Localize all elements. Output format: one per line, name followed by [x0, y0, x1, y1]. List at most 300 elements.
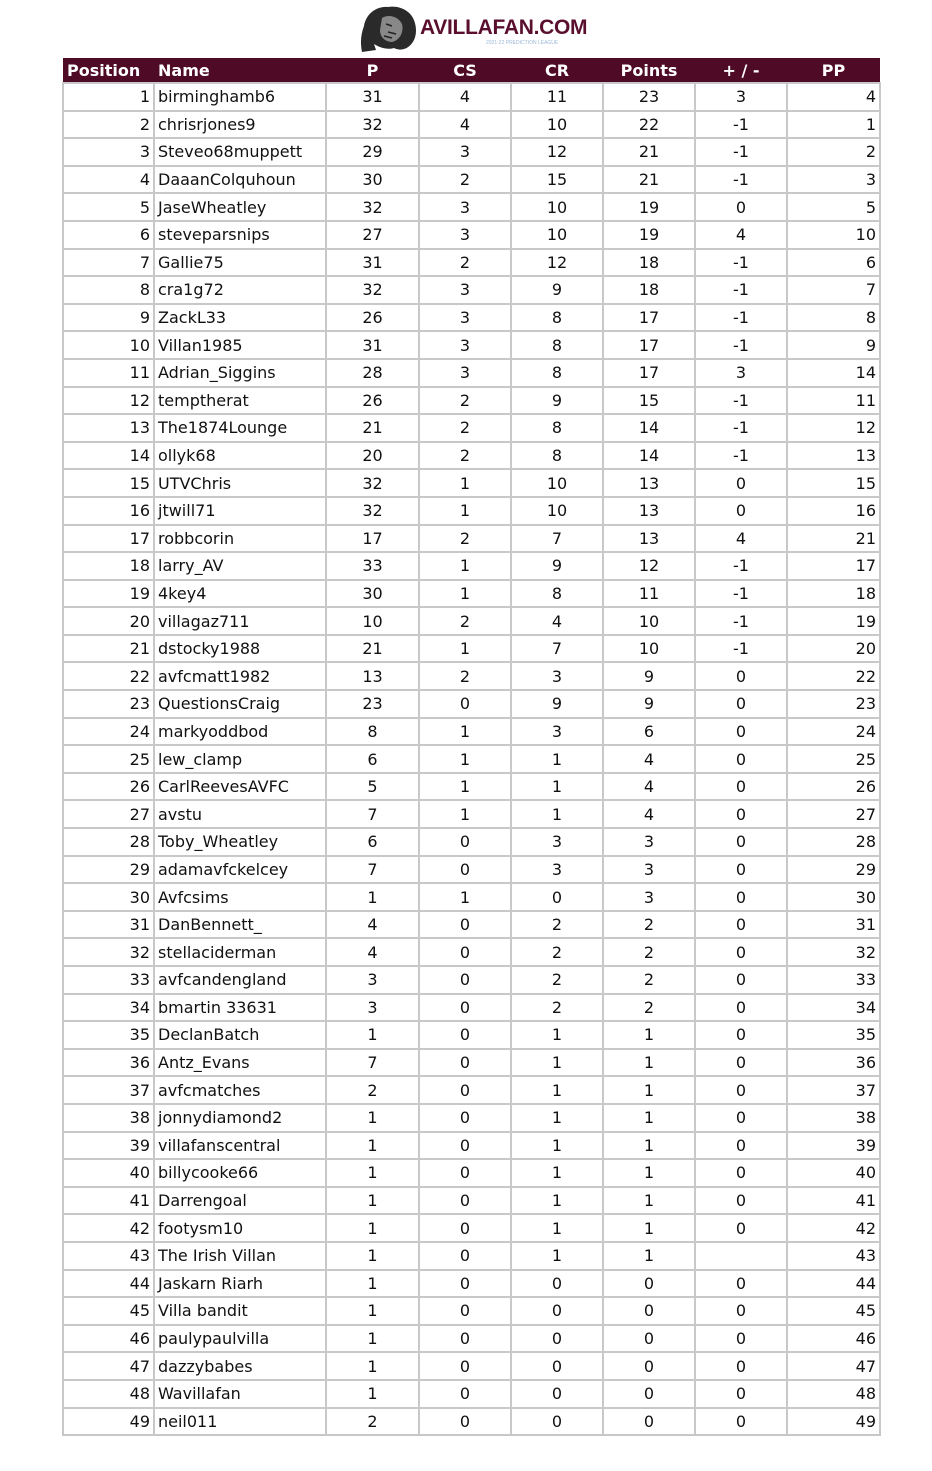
- cell-pp: 44: [787, 1270, 880, 1298]
- table-row: [63, 1132, 880, 1160]
- cell-pp: 37: [787, 1076, 880, 1104]
- cell-plus-minus: -1: [695, 607, 787, 635]
- cell-plus-minus: 3: [695, 83, 787, 111]
- cell-name: avstu: [154, 800, 326, 828]
- cell-p: 32: [326, 193, 419, 221]
- header-p: P: [326, 58, 419, 83]
- cell-cr: 10: [511, 469, 603, 497]
- cell-name: cra1g72: [154, 276, 326, 304]
- cell-name: lew_clamp: [154, 745, 326, 773]
- header-cs: CS: [419, 58, 511, 83]
- cell-cs: 4: [419, 83, 511, 111]
- cell-name: The1874Lounge: [154, 414, 326, 442]
- cell-position: 15: [63, 469, 154, 497]
- cell-name: chrisrjones9: [154, 111, 326, 139]
- cell-pp: 28: [787, 828, 880, 856]
- cell-points: 2: [603, 994, 695, 1022]
- cell-points: 2: [603, 938, 695, 966]
- cell-points: 1: [603, 1049, 695, 1077]
- cell-cs: 1: [419, 800, 511, 828]
- cell-p: 4: [326, 911, 419, 939]
- cell-points: 1: [603, 1021, 695, 1049]
- cell-p: 3: [326, 994, 419, 1022]
- cell-pp: 39: [787, 1132, 880, 1160]
- cell-cr: 0: [511, 1325, 603, 1353]
- cell-points: 22: [603, 111, 695, 139]
- cell-p: 7: [326, 800, 419, 828]
- cell-pp: 47: [787, 1352, 880, 1380]
- cell-plus-minus: 0: [695, 800, 787, 828]
- cell-plus-minus: 0: [695, 1159, 787, 1187]
- cell-name: Villa bandit: [154, 1297, 326, 1325]
- cell-position: 21: [63, 635, 154, 663]
- cell-cs: 3: [419, 304, 511, 332]
- cell-plus-minus: -1: [695, 304, 787, 332]
- cell-cr: 8: [511, 442, 603, 470]
- cell-plus-minus: -1: [695, 635, 787, 663]
- cell-points: 0: [603, 1270, 695, 1298]
- cell-pp: 46: [787, 1325, 880, 1353]
- cell-cr: 9: [511, 690, 603, 718]
- table-row: [63, 1297, 880, 1325]
- cell-plus-minus: 0: [695, 773, 787, 801]
- cell-points: 11: [603, 580, 695, 608]
- cell-points: 21: [603, 166, 695, 194]
- cell-position: 29: [63, 856, 154, 884]
- cell-plus-minus: 4: [695, 525, 787, 553]
- cell-cr: 1: [511, 1104, 603, 1132]
- cell-cr: 9: [511, 276, 603, 304]
- cell-p: 32: [326, 276, 419, 304]
- cell-name: dazzybabes: [154, 1352, 326, 1380]
- table-row: [63, 111, 880, 139]
- cell-cr: 10: [511, 111, 603, 139]
- cell-points: 1: [603, 1132, 695, 1160]
- cell-pp: 6: [787, 249, 880, 277]
- cell-p: 1: [326, 1297, 419, 1325]
- cell-name: stellaciderman: [154, 938, 326, 966]
- cell-plus-minus: -1: [695, 414, 787, 442]
- header-name: Name: [154, 58, 326, 83]
- cell-cs: 3: [419, 359, 511, 387]
- cell-cs: 0: [419, 1187, 511, 1215]
- cell-points: 17: [603, 331, 695, 359]
- cell-pp: 41: [787, 1187, 880, 1215]
- cell-position: 41: [63, 1187, 154, 1215]
- cell-position: 33: [63, 966, 154, 994]
- cell-plus-minus: 0: [695, 690, 787, 718]
- cell-position: 46: [63, 1325, 154, 1353]
- table-row: [63, 359, 880, 387]
- brand-tagline: 2021-22 PREDICTION LEAGUE: [486, 40, 559, 46]
- cell-points: 3: [603, 883, 695, 911]
- cell-cr: 11: [511, 83, 603, 111]
- cell-plus-minus: 0: [695, 1325, 787, 1353]
- cell-cs: 0: [419, 856, 511, 884]
- cell-name: DaaanColquhoun: [154, 166, 326, 194]
- cell-cs: 2: [419, 442, 511, 470]
- cell-pp: 24: [787, 718, 880, 746]
- cell-pp: 48: [787, 1380, 880, 1408]
- cell-cr: 7: [511, 525, 603, 553]
- cell-cs: 2: [419, 414, 511, 442]
- cell-p: 23: [326, 690, 419, 718]
- cell-name: Wavillafan: [154, 1380, 326, 1408]
- table-row: [63, 635, 880, 663]
- cell-cs: 0: [419, 1297, 511, 1325]
- cell-position: 24: [63, 718, 154, 746]
- site-logo: [358, 4, 588, 54]
- cell-plus-minus: 0: [695, 662, 787, 690]
- cell-plus-minus: -1: [695, 276, 787, 304]
- cell-p: 5: [326, 773, 419, 801]
- cell-position: 3: [63, 138, 154, 166]
- cell-cs: 1: [419, 773, 511, 801]
- cell-cs: 2: [419, 662, 511, 690]
- cell-name: billycooke66: [154, 1159, 326, 1187]
- cell-cs: 3: [419, 331, 511, 359]
- cell-name: avfcmatt1982: [154, 662, 326, 690]
- cell-cr: 0: [511, 1270, 603, 1298]
- cell-name: avfcmatches: [154, 1076, 326, 1104]
- cell-name: Avfcsims: [154, 883, 326, 911]
- cell-pp: 32: [787, 938, 880, 966]
- table-row: [63, 1187, 880, 1215]
- cell-cs: 0: [419, 994, 511, 1022]
- cell-position: 17: [63, 525, 154, 553]
- table-row: [63, 966, 880, 994]
- table-row: [63, 1380, 880, 1408]
- cell-p: 6: [326, 745, 419, 773]
- cell-position: 18: [63, 552, 154, 580]
- cell-points: 14: [603, 442, 695, 470]
- cell-cr: 10: [511, 497, 603, 525]
- cell-name: avfcandengland: [154, 966, 326, 994]
- cell-p: 1: [326, 1132, 419, 1160]
- cell-position: 27: [63, 800, 154, 828]
- table-row: [63, 1104, 880, 1132]
- cell-cr: 8: [511, 414, 603, 442]
- cell-plus-minus: 0: [695, 745, 787, 773]
- table-row: [63, 580, 880, 608]
- cell-pp: 7: [787, 276, 880, 304]
- cell-cr: 0: [511, 1352, 603, 1380]
- cell-position: 42: [63, 1214, 154, 1242]
- cell-p: 2: [326, 1408, 419, 1436]
- cell-cs: 3: [419, 138, 511, 166]
- cell-plus-minus: 0: [695, 856, 787, 884]
- cell-name: robbcorin: [154, 525, 326, 553]
- cell-cs: 0: [419, 938, 511, 966]
- table-row: [63, 690, 880, 718]
- cell-position: 44: [63, 1270, 154, 1298]
- table-row: [63, 331, 880, 359]
- cell-points: 1: [603, 1242, 695, 1270]
- cell-points: 0: [603, 1408, 695, 1436]
- cell-cr: 12: [511, 138, 603, 166]
- cell-pp: 31: [787, 911, 880, 939]
- cell-p: 1: [326, 1325, 419, 1353]
- cell-plus-minus: -1: [695, 331, 787, 359]
- cell-cs: 2: [419, 525, 511, 553]
- cell-cr: 12: [511, 249, 603, 277]
- cell-cs: 0: [419, 1352, 511, 1380]
- cell-position: 26: [63, 773, 154, 801]
- cell-cs: 0: [419, 690, 511, 718]
- cell-position: 4: [63, 166, 154, 194]
- cell-pp: 26: [787, 773, 880, 801]
- cell-name: steveparsnips: [154, 221, 326, 249]
- cell-pp: 29: [787, 856, 880, 884]
- table-row: [63, 497, 880, 525]
- cell-plus-minus: 0: [695, 1049, 787, 1077]
- cell-position: 38: [63, 1104, 154, 1132]
- table-row: [63, 994, 880, 1022]
- cell-name: Antz_Evans: [154, 1049, 326, 1077]
- cell-pp: 23: [787, 690, 880, 718]
- cell-cs: 0: [419, 911, 511, 939]
- cell-name: 4key4: [154, 580, 326, 608]
- cell-cs: 0: [419, 1408, 511, 1436]
- cell-cr: 2: [511, 994, 603, 1022]
- cell-p: 1: [326, 1159, 419, 1187]
- cell-cr: 8: [511, 580, 603, 608]
- cell-p: 6: [326, 828, 419, 856]
- cell-cr: 7: [511, 635, 603, 663]
- cell-pp: 33: [787, 966, 880, 994]
- league-table: [62, 58, 881, 1436]
- cell-p: 30: [326, 580, 419, 608]
- cell-position: 31: [63, 911, 154, 939]
- cell-position: 48: [63, 1380, 154, 1408]
- cell-position: 1: [63, 83, 154, 111]
- cell-points: 1: [603, 1159, 695, 1187]
- cell-plus-minus: -1: [695, 249, 787, 277]
- cell-p: 26: [326, 387, 419, 415]
- cell-name: Toby_Wheatley: [154, 828, 326, 856]
- cell-position: 23: [63, 690, 154, 718]
- cell-position: 7: [63, 249, 154, 277]
- cell-position: 12: [63, 387, 154, 415]
- cell-pp: 1: [787, 111, 880, 139]
- cell-points: 18: [603, 249, 695, 277]
- cell-p: 21: [326, 414, 419, 442]
- cell-cs: 3: [419, 221, 511, 249]
- cell-position: 16: [63, 497, 154, 525]
- cell-cr: 8: [511, 331, 603, 359]
- table-row: [63, 1408, 880, 1436]
- table-row: [63, 1049, 880, 1077]
- cell-cs: 3: [419, 276, 511, 304]
- table-row: [63, 387, 880, 415]
- cell-p: 20: [326, 442, 419, 470]
- table-row: [63, 276, 880, 304]
- cell-position: 35: [63, 1021, 154, 1049]
- cell-pp: 3: [787, 166, 880, 194]
- cell-cr: 10: [511, 221, 603, 249]
- cell-p: 8: [326, 718, 419, 746]
- cell-name: Steveo68muppett: [154, 138, 326, 166]
- cell-cs: 1: [419, 580, 511, 608]
- cell-cr: 15: [511, 166, 603, 194]
- cell-plus-minus: -1: [695, 552, 787, 580]
- cell-cs: 0: [419, 1021, 511, 1049]
- cell-plus-minus: 0: [695, 1352, 787, 1380]
- cell-points: 10: [603, 607, 695, 635]
- cell-plus-minus: 0: [695, 1076, 787, 1104]
- cell-pp: 27: [787, 800, 880, 828]
- cell-pp: 20: [787, 635, 880, 663]
- table-row: [63, 193, 880, 221]
- cell-pp: 42: [787, 1214, 880, 1242]
- cell-position: 36: [63, 1049, 154, 1077]
- cell-pp: 49: [787, 1408, 880, 1436]
- table-row: [63, 221, 880, 249]
- table-row: [63, 1214, 880, 1242]
- cell-p: 13: [326, 662, 419, 690]
- cell-cs: 0: [419, 1214, 511, 1242]
- table-row: [63, 166, 880, 194]
- cell-points: 1: [603, 1076, 695, 1104]
- cell-plus-minus: 0: [695, 911, 787, 939]
- cell-p: 31: [326, 249, 419, 277]
- cell-cr: 3: [511, 718, 603, 746]
- cell-p: 1: [326, 883, 419, 911]
- cell-points: 2: [603, 911, 695, 939]
- cell-plus-minus: 0: [695, 1408, 787, 1436]
- cell-position: 9: [63, 304, 154, 332]
- table-row: [63, 911, 880, 939]
- table-row: [63, 1159, 880, 1187]
- cell-name: Jaskarn Riarh: [154, 1270, 326, 1298]
- cell-cr: 8: [511, 304, 603, 332]
- cell-position: 22: [63, 662, 154, 690]
- cell-cs: 1: [419, 635, 511, 663]
- cell-pp: 22: [787, 662, 880, 690]
- cell-p: 1: [326, 1214, 419, 1242]
- cell-cr: 1: [511, 1049, 603, 1077]
- table-row: [63, 249, 880, 277]
- cell-position: 14: [63, 442, 154, 470]
- cell-pp: 15: [787, 469, 880, 497]
- cell-plus-minus: 0: [695, 1214, 787, 1242]
- cell-cs: 1: [419, 718, 511, 746]
- cell-points: 4: [603, 745, 695, 773]
- header-points: Points: [603, 58, 695, 83]
- cell-pp: 4: [787, 83, 880, 111]
- cell-position: 10: [63, 331, 154, 359]
- cell-cr: 2: [511, 938, 603, 966]
- cell-plus-minus: 0: [695, 1132, 787, 1160]
- cell-points: 17: [603, 304, 695, 332]
- cell-name: UTVChris: [154, 469, 326, 497]
- cell-p: 32: [326, 497, 419, 525]
- cell-p: 29: [326, 138, 419, 166]
- cell-pp: 40: [787, 1159, 880, 1187]
- cell-pp: 2: [787, 138, 880, 166]
- cell-points: 3: [603, 828, 695, 856]
- cell-points: 4: [603, 773, 695, 801]
- cell-name: dstocky1988: [154, 635, 326, 663]
- table-row: [63, 414, 880, 442]
- cell-name: DanBennett_: [154, 911, 326, 939]
- cell-plus-minus: 0: [695, 1104, 787, 1132]
- cell-plus-minus: 0: [695, 966, 787, 994]
- table-row: [63, 718, 880, 746]
- cell-plus-minus: -1: [695, 111, 787, 139]
- cell-name: footysm10: [154, 1214, 326, 1242]
- cell-name: larry_AV: [154, 552, 326, 580]
- cell-pp: 9: [787, 331, 880, 359]
- table-row: [63, 1270, 880, 1298]
- cell-cs: 0: [419, 1076, 511, 1104]
- cell-position: 11: [63, 359, 154, 387]
- cell-name: temptherat: [154, 387, 326, 415]
- cell-p: 28: [326, 359, 419, 387]
- cell-position: 34: [63, 994, 154, 1022]
- cell-cs: 0: [419, 1325, 511, 1353]
- cell-cs: 0: [419, 1270, 511, 1298]
- cell-name: The Irish Villan: [154, 1242, 326, 1270]
- cell-p: 7: [326, 1049, 419, 1077]
- cell-cs: 2: [419, 166, 511, 194]
- cell-position: 47: [63, 1352, 154, 1380]
- cell-plus-minus: -1: [695, 138, 787, 166]
- table-row: [63, 1076, 880, 1104]
- table-row: [63, 1325, 880, 1353]
- cell-name: Adrian_Siggins: [154, 359, 326, 387]
- header-cr: CR: [511, 58, 603, 83]
- cell-pp: 11: [787, 387, 880, 415]
- cell-points: 18: [603, 276, 695, 304]
- table-row: [63, 773, 880, 801]
- cell-plus-minus: -1: [695, 580, 787, 608]
- cell-cr: 1: [511, 1021, 603, 1049]
- cell-pp: 14: [787, 359, 880, 387]
- cell-name: DeclanBatch: [154, 1021, 326, 1049]
- cell-plus-minus: -1: [695, 387, 787, 415]
- cell-p: 1: [326, 1104, 419, 1132]
- cell-plus-minus: 0: [695, 1187, 787, 1215]
- cell-points: 17: [603, 359, 695, 387]
- cell-pp: 13: [787, 442, 880, 470]
- cell-p: 1: [326, 1352, 419, 1380]
- cell-plus-minus: 4: [695, 221, 787, 249]
- cell-position: 45: [63, 1297, 154, 1325]
- table-row: [63, 856, 880, 884]
- cell-cr: 0: [511, 1380, 603, 1408]
- cell-position: 39: [63, 1132, 154, 1160]
- cell-name: jonnydiamond2: [154, 1104, 326, 1132]
- cell-points: 23: [603, 83, 695, 111]
- cell-cr: 1: [511, 1159, 603, 1187]
- cell-pp: 16: [787, 497, 880, 525]
- cell-p: 26: [326, 304, 419, 332]
- cell-cs: 2: [419, 387, 511, 415]
- cell-points: 13: [603, 469, 695, 497]
- cell-cs: 2: [419, 607, 511, 635]
- table-row: [63, 883, 880, 911]
- cell-p: 10: [326, 607, 419, 635]
- cell-name: Villan1985: [154, 331, 326, 359]
- cell-name: villagaz711: [154, 607, 326, 635]
- cell-plus-minus: 0: [695, 469, 787, 497]
- cell-p: 27: [326, 221, 419, 249]
- header-pp: PP: [787, 58, 880, 83]
- cell-name: JaseWheatley: [154, 193, 326, 221]
- cell-points: 12: [603, 552, 695, 580]
- cell-plus-minus: 3: [695, 359, 787, 387]
